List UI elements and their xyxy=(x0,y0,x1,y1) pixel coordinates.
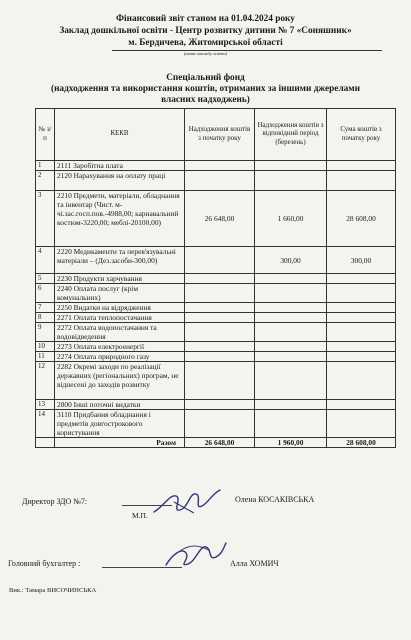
row-start xyxy=(185,362,255,400)
funds-table xyxy=(35,108,396,448)
row-period xyxy=(255,303,327,313)
row-no: 2 xyxy=(36,171,55,191)
row-kekv: 2220 Медикаменти та перев'язувальні матеріали – (Дез.засоби-300,00) xyxy=(55,247,185,274)
table-row xyxy=(36,161,396,171)
row-total xyxy=(327,342,396,352)
row-kekv: 3110 Придбання обладнання і предметів довгострокового користування xyxy=(55,410,185,438)
row-no: 4 xyxy=(36,247,55,274)
row-total xyxy=(327,171,396,191)
row-no: 10 xyxy=(36,342,55,352)
row-total xyxy=(327,161,396,171)
row-start xyxy=(185,247,255,274)
fund-subtitle-2: власних надходжень) xyxy=(161,95,250,105)
row-no: 8 xyxy=(36,313,55,323)
row-kekv: 2800 Інші поточні видатки xyxy=(55,400,185,410)
row-period xyxy=(255,323,327,342)
row-period xyxy=(255,342,327,352)
col-header-total: Сума коштів з початку року xyxy=(327,109,396,161)
row-period xyxy=(255,313,327,323)
row-kekv: 2210 Предмети, матеріали, обладнання та інвентар (Чист. м-чі.зас.госп.пов.-4988,00; карнавальний костюм-3220,00; меблі-20100,00) xyxy=(55,191,185,247)
col-header-start: Надходження коштів з початку року xyxy=(185,109,255,161)
table-row xyxy=(36,191,396,247)
row-period xyxy=(255,410,327,438)
row-start xyxy=(185,410,255,438)
row-start xyxy=(185,313,255,323)
row-kekv: 2120 Нарахування на оплату праці xyxy=(55,171,185,191)
row-period xyxy=(255,284,327,303)
table-row xyxy=(36,284,396,303)
row-kekv: 2271 Оплата теплопостачання xyxy=(55,313,185,323)
table-header-row xyxy=(36,109,396,161)
accountant-signature xyxy=(160,537,230,573)
institution-city: м. Бердичева, Житомирської області xyxy=(128,38,283,48)
col-header-kekv: КЕКВ xyxy=(55,109,185,161)
row-no: 9 xyxy=(36,323,55,342)
row-period: 1 660,00 xyxy=(255,191,327,247)
row-kekv: 2282 Окремі заходи по реалізації державних (регіональних) програм, не віднесені до заходів розвитку xyxy=(55,362,185,400)
fund-subtitle-1: (надходження та використання коштів, отриманих за іншими джерелами xyxy=(50,84,360,94)
row-no: 11 xyxy=(36,352,55,362)
row-start xyxy=(185,284,255,303)
row-total xyxy=(327,323,396,342)
row-total xyxy=(327,313,396,323)
row-no: 14 xyxy=(36,410,55,438)
row-no: 7 xyxy=(36,303,55,313)
accountant-name: Алла ХОМИЧ xyxy=(230,559,279,568)
row-total xyxy=(327,410,396,438)
row-kekv: 2111 Заробітна плата xyxy=(55,161,185,171)
table-row xyxy=(36,171,396,191)
row-start xyxy=(185,303,255,313)
accountant-label: Головний бухгалтер : xyxy=(8,559,81,568)
row-total xyxy=(327,400,396,410)
col-header-no: № з/п xyxy=(36,109,55,161)
fund-title: Спеціальний фонд xyxy=(166,73,245,83)
row-period: 300,00 xyxy=(255,247,327,274)
stamp-place: М.П. xyxy=(132,511,148,520)
row-period xyxy=(255,362,327,400)
row-period xyxy=(255,274,327,284)
row-period xyxy=(255,161,327,171)
row-start xyxy=(185,274,255,284)
row-no: 1 xyxy=(36,161,55,171)
row-no: 13 xyxy=(36,400,55,410)
totals-label: Разом xyxy=(55,438,185,448)
row-total: 300,00 xyxy=(327,247,396,274)
row-period xyxy=(255,171,327,191)
table-row xyxy=(36,352,396,362)
name-hint: (назва закладу освіти) xyxy=(183,51,228,56)
row-kekv: 2240 Оплата послуг (крім комунальних) xyxy=(55,284,185,303)
totals-empty xyxy=(36,438,55,448)
row-start: 26 648,00 xyxy=(185,191,255,247)
totals-start: 26 648,00 xyxy=(185,438,255,448)
table-row xyxy=(36,323,396,342)
row-total xyxy=(327,352,396,362)
row-total: 28 608,00 xyxy=(327,191,396,247)
row-kekv: 2273 Оплата електроенергії xyxy=(55,342,185,352)
row-start xyxy=(185,342,255,352)
row-start xyxy=(185,171,255,191)
report-heading: Фінансовий звіт станом на 01.04.2024 року xyxy=(116,14,295,24)
row-start xyxy=(185,161,255,171)
row-total xyxy=(327,362,396,400)
director-name: Олена КОСАКІВСЬКА xyxy=(235,495,315,504)
row-no: 5 xyxy=(36,274,55,284)
row-kekv: 2272 Оплата водопостачання та водовідведення xyxy=(55,323,185,342)
row-no: 3 xyxy=(36,191,55,247)
totals-row xyxy=(36,438,396,448)
row-start xyxy=(185,323,255,342)
row-no: 6 xyxy=(36,284,55,303)
table-row xyxy=(36,362,396,400)
row-kekv: 2274 Оплата природного газу xyxy=(55,352,185,362)
row-total xyxy=(327,274,396,284)
row-total xyxy=(327,303,396,313)
row-no: 12 xyxy=(36,362,55,400)
table-row xyxy=(36,303,396,313)
row-start xyxy=(185,400,255,410)
totals-total: 28 608,00 xyxy=(327,438,396,448)
director-label: Директор ЗДО №7: xyxy=(22,497,88,506)
table-row xyxy=(36,342,396,352)
row-period xyxy=(255,352,327,362)
director-signature xyxy=(150,482,225,522)
col-header-period: Надходження коштів з відповідний період (березень) xyxy=(255,109,327,161)
row-start xyxy=(185,352,255,362)
prepared-by: Вик.: Тамара ВИСОЧИНСЬКА xyxy=(9,587,97,594)
table-row xyxy=(36,313,396,323)
row-period xyxy=(255,400,327,410)
institution-name: Заклад дошкільної освіти - Центр розвитку дитини № 7 «Соняшник» xyxy=(59,26,352,36)
table-row xyxy=(36,410,396,438)
totals-period: 1 960,00 xyxy=(255,438,327,448)
row-kekv: 2230 Продукти харчування xyxy=(55,274,185,284)
table-row xyxy=(36,247,396,274)
table-row xyxy=(36,274,396,284)
row-total xyxy=(327,284,396,303)
table-row xyxy=(36,400,396,410)
row-kekv: 2250 Видатки на відрядження xyxy=(55,303,185,313)
